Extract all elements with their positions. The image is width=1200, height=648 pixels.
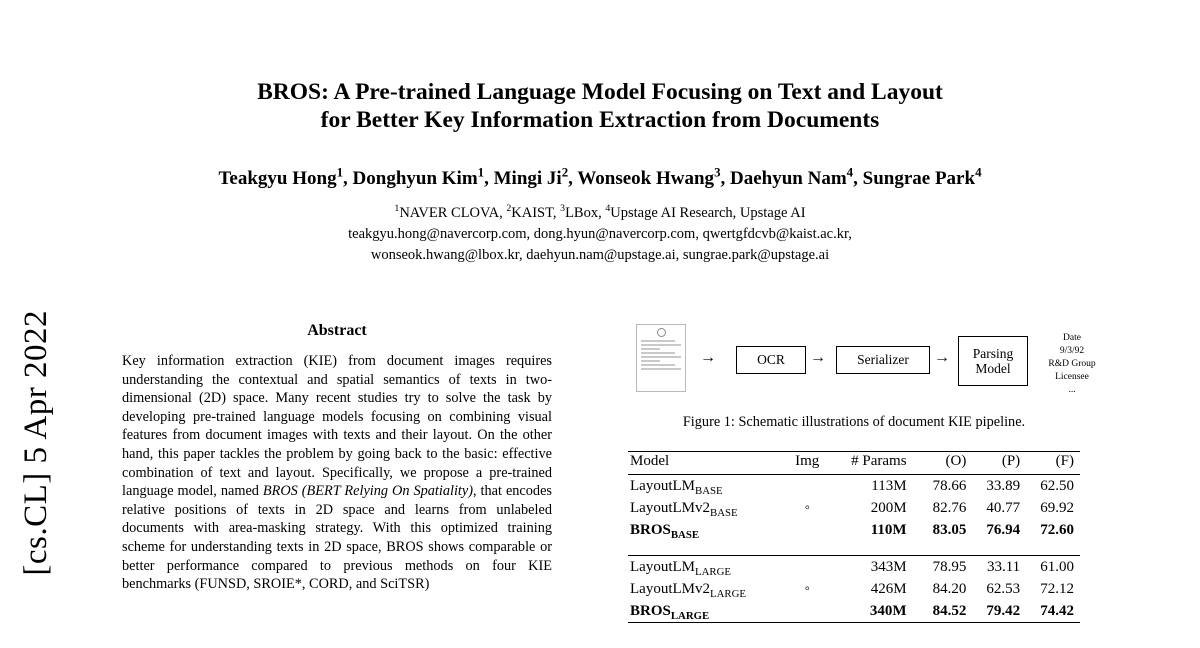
cell-params: 343M: [828, 556, 919, 579]
cell-o: 78.95: [919, 556, 973, 579]
output-field: Licensee: [1055, 372, 1089, 382]
model-size: LARGE: [670, 609, 710, 622]
model-size: BASE: [670, 528, 700, 541]
cell-model: [628, 519, 787, 541]
figure-1-caption: Figure 1: Schematic illustrations of document KIE pipeline.: [682, 414, 1026, 430]
cell-model: [628, 475, 787, 498]
cell-img: [787, 600, 828, 623]
table-header-params: # Params: [828, 452, 919, 475]
abstract-model-name: BROS (BERT Relying On Spatiality): [262, 483, 474, 500]
author-list: Teakgyu Hong$^1$, Donghyun Kim$^1$, Mingi Ji$^2$, Wonseok Hwang$^3$, Daehyun Nam$^4$, Sungrae Park$^4$: [218, 164, 982, 189]
figure-1-diagram: [628, 318, 1096, 408]
affiliation-mark: 3: [560, 203, 566, 215]
author-name: Sungrae Park: [862, 168, 976, 189]
author-affiliation-mark: 1: [336, 164, 344, 180]
arxiv-identifier-stamp: [cs.CL] 5 Apr 2022: [18, 310, 54, 576]
table-header-model: Model: [628, 452, 787, 475]
figure-box-ocr: OCR: [736, 346, 806, 374]
cell-img: ◦: [804, 580, 810, 597]
abstract-part-2: , that encodes relative positions of texts in 2D space and learns from unlabeled documents with area-masking strategy. With this optimized training scheme for understanding texts in 2D space, BROS shows comparable or better performance compared to previous methods on four KIE benchmarks (FUNSD, SROIE*, CORD, and SciTSR): [122, 483, 552, 593]
cell-params: 426M: [870, 580, 907, 597]
author-name: Mingi Ji: [493, 168, 562, 189]
title-line-2: for Better Key Information Extraction from Documents: [320, 107, 880, 133]
model-size: BASE: [710, 506, 738, 519]
cell-p: 33.89: [972, 475, 1026, 498]
document-text-line: [641, 344, 681, 346]
cell-params: 113M: [828, 475, 919, 498]
figure-box-serializer: Serializer: [836, 346, 930, 374]
document-text-line: [641, 368, 681, 370]
document-text-line: [641, 348, 660, 350]
document-image-icon: [636, 324, 686, 392]
cell-p: 76.94: [986, 521, 1021, 538]
cell-model: [628, 600, 787, 623]
author-name: Teakgyu Hong: [218, 168, 337, 189]
table-row: [628, 497, 1080, 519]
document-text-line: [641, 356, 681, 358]
table-bottom-rule: [628, 623, 1080, 624]
document-text-line: [641, 364, 675, 366]
cell-f: 69.92: [1040, 499, 1074, 516]
cell-f: 72.60: [1040, 521, 1074, 538]
cell-model: [628, 497, 787, 519]
cell-params: 340M: [869, 602, 907, 619]
table-row: [628, 600, 1080, 623]
table-header-o: (O): [919, 452, 973, 475]
abstract-heading: Abstract: [307, 322, 367, 339]
document-emblem-icon: [657, 328, 666, 337]
cell-o: 84.52: [932, 602, 967, 619]
document-text-line: [641, 360, 660, 362]
table-header-img: Img: [787, 452, 828, 475]
model-name: LayoutLM: [630, 558, 695, 575]
cell-f: 62.50: [1026, 475, 1080, 498]
cell-p: 33.11: [972, 556, 1026, 579]
output-field: Date: [1063, 333, 1081, 343]
author-affiliation-mark: 4: [975, 164, 982, 180]
figure-box-parsing-model: Parsing Model: [958, 336, 1028, 386]
affiliation-block: [150, 203, 1050, 266]
model-size: LARGE: [695, 565, 731, 578]
cell-o: 84.20: [932, 580, 967, 597]
abstract-part-1: Key information extraction (KIE) from document images requires understanding the contextual and spatial semantics of texts in two-dimensional (2D) space. Many recent studies try to solve the task by developing pre-trained language models focusing on combining visual features from document images with texts and their layout. On the other hand, this paper tackles the problem by going back to the basic: effective combination of text and layout. Specifically, we propose a pre-trained language model, named: [122, 353, 552, 500]
cell-f: 72.12: [1040, 580, 1074, 597]
arrow-right-icon: →: [810, 349, 826, 366]
affiliation-mark: 4: [605, 203, 611, 215]
cell-p: 79.42: [986, 602, 1021, 619]
author-name: Donghyun Kim: [352, 168, 478, 189]
table-group-spacer: [628, 541, 1080, 556]
affiliation-mark: 2: [506, 203, 512, 215]
table-row: [628, 519, 1080, 541]
title-line-1: BROS: A Pre-trained Language Model Focusing on Text and Layout: [257, 79, 943, 105]
cell-img: ◦: [804, 499, 810, 516]
results-table: [628, 451, 1080, 623]
model-name: LayoutLMv2: [630, 580, 710, 597]
cell-o: 82.76: [932, 499, 967, 516]
cell-model: [628, 556, 787, 579]
cell-o: 78.66: [919, 475, 973, 498]
table-row: [628, 475, 1080, 498]
arrow-right-icon: →: [700, 349, 716, 366]
cell-img: [787, 519, 828, 541]
email-line-2: wonseok.hwang@lbox.kr, daehyun.nam@upstage.ai, sungrae.park@upstage.ai: [370, 247, 830, 263]
author-name: Daehyun Nam: [730, 168, 847, 189]
cell-p: 62.53: [986, 580, 1021, 597]
figure-and-table-column: [628, 318, 1096, 623]
author-affiliation-mark: 3: [714, 164, 721, 180]
model-name: BROS: [630, 602, 671, 619]
abstract-text: [122, 352, 552, 594]
model-name: LayoutLM: [630, 477, 695, 494]
table-header-f: (F): [1026, 452, 1080, 475]
author-affiliation-mark: 1: [477, 164, 485, 180]
table-row: [628, 578, 1080, 600]
cell-f: 74.42: [1040, 602, 1074, 619]
email-line-1: teakgyu.hong@navercorp.com, dong.hyun@navercorp.com, qwertgfdcvb@kaist.ac.kr,: [348, 226, 852, 242]
cell-params: 110M: [870, 521, 907, 538]
output-field: 9/3/92: [1059, 346, 1085, 356]
affiliation-line: $^1$NAVER CLOVA, $^2$KAIST, $^3$LBox, $^4$Upstage AI Research, Upstage AI: [394, 203, 806, 221]
cell-params: 200M: [870, 499, 907, 516]
model-name: BROS: [630, 521, 671, 538]
document-text-line: [641, 352, 675, 354]
page-title: [120, 78, 1080, 134]
cell-f: 61.00: [1026, 556, 1080, 579]
model-name: LayoutLMv2: [630, 499, 710, 516]
model-size: BASE: [695, 484, 723, 497]
cell-img: [787, 475, 828, 498]
cell-img: [787, 556, 828, 579]
author-affiliation-mark: 2: [561, 164, 569, 180]
output-field: ...: [1068, 385, 1076, 395]
document-text-line: [641, 340, 675, 342]
cell-model: [628, 578, 787, 600]
cell-p: 40.77: [986, 499, 1021, 516]
abstract-column: [122, 322, 552, 594]
author-affiliation-mark: 4: [846, 164, 854, 180]
affiliation-mark: 1: [394, 203, 400, 215]
model-size: LARGE: [710, 587, 746, 600]
arrow-right-icon: →: [934, 349, 950, 366]
output-field: R&D Group: [1048, 359, 1096, 369]
table-row: [628, 556, 1080, 579]
cell-o: 83.05: [932, 521, 967, 538]
figure-output-fields: [1032, 332, 1112, 397]
table-header-p: (P): [972, 452, 1026, 475]
author-name: Wonseok Hwang: [577, 168, 715, 189]
